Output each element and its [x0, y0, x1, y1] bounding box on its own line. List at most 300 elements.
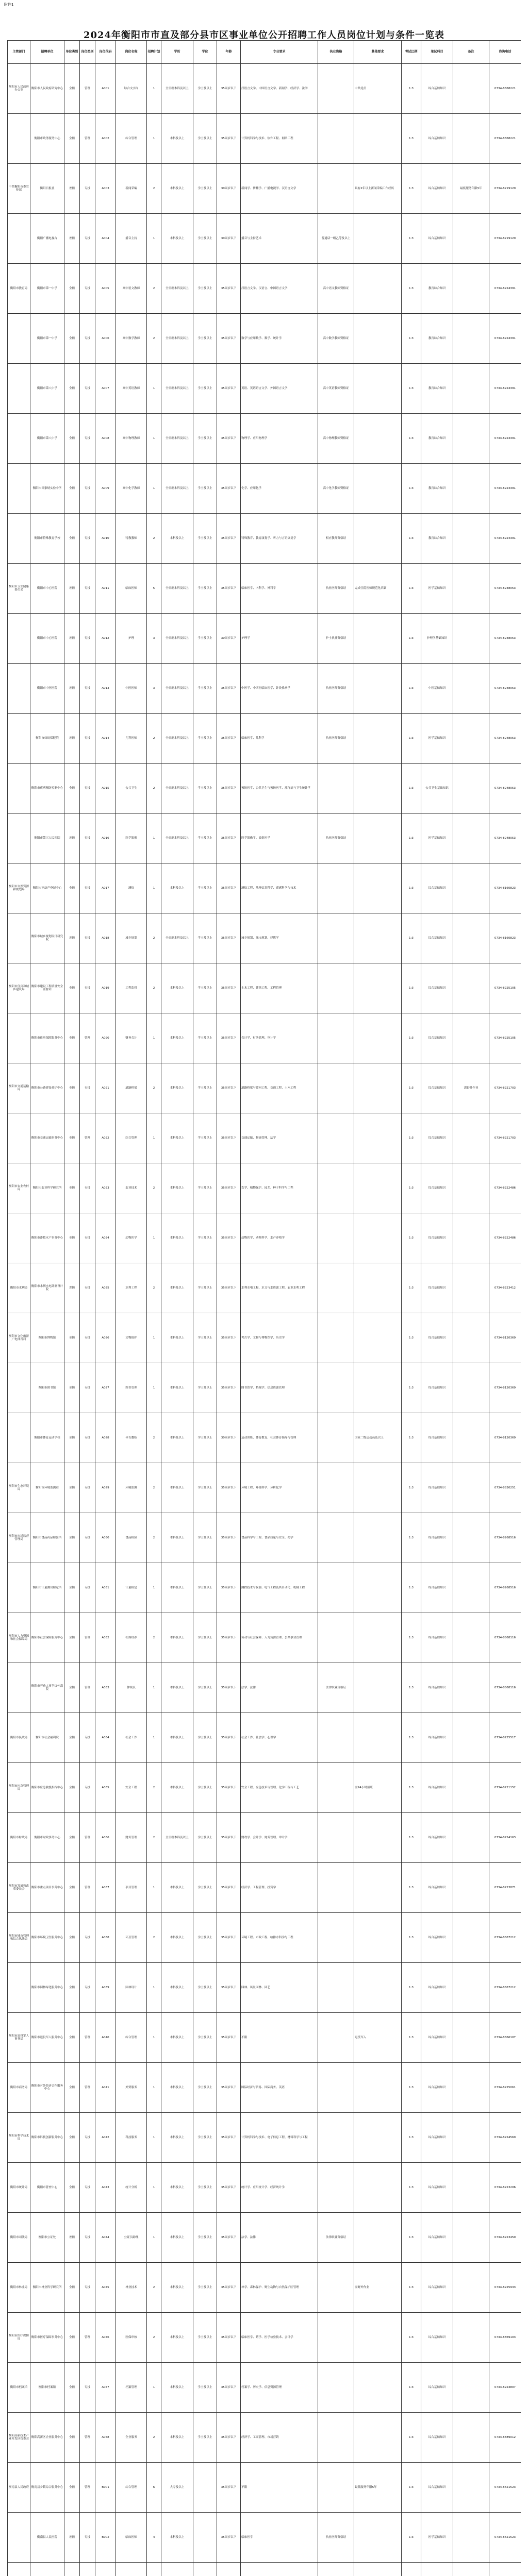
table-cell: 1:3 [402, 1063, 421, 1113]
table-cell: 法律职业资格证 [318, 1663, 354, 1713]
table-cell: 衡阳市城市管理和综合执法局 [8, 1913, 30, 1963]
table-cell: 2 [147, 264, 161, 314]
table-cell [354, 863, 402, 913]
table-cell: 企业服务 [116, 2413, 147, 2463]
table-cell: 35周岁以下 [217, 1313, 241, 1363]
table-cell [453, 314, 489, 364]
table-cell: 1:3 [402, 814, 421, 863]
table-cell: 全额 [64, 2463, 80, 2513]
table-cell: 新闻采编 [116, 164, 147, 214]
table-cell: A001 [95, 64, 116, 114]
table-row [8, 2463, 521, 2513]
table-cell: 衡阳市体育运动学校 [30, 1413, 64, 1463]
table-cell: 综合基础知识 [421, 1313, 453, 1363]
table-cell: 高中物理教师资格证 [318, 414, 354, 464]
table-cell: 社会工作、社会学、心理学 [241, 1713, 318, 1763]
table-cell [354, 1613, 402, 1663]
table-cell: 本科及以上 [161, 2313, 193, 2363]
table-cell [453, 1413, 489, 1463]
table-cell: 0734-8160823 [489, 913, 521, 963]
table-cell [354, 1263, 402, 1313]
table-cell: 综合基础知识 [421, 1563, 453, 1613]
table-cell: 0734-8224391 [489, 414, 521, 464]
table-cell: 综合基础知识 [421, 2413, 453, 2463]
table-cell: 差额 [64, 814, 80, 863]
table-cell: 1:3 [402, 114, 421, 164]
table-cell [453, 963, 489, 1013]
table-cell: 学士及以上 [193, 814, 217, 863]
table-cell: 2 [147, 714, 161, 764]
table-cell: 综合基础知识 [421, 1613, 453, 1663]
table-cell: 0734-8223206 [489, 2163, 521, 2213]
table-cell: 专技 [80, 1513, 95, 1563]
table-cell [354, 1913, 402, 1963]
table-cell: 衡阳市劳动人事争议仲裁院 [30, 1663, 64, 1713]
table-cell: 1:3 [402, 514, 421, 564]
table-cell: 专技 [80, 314, 95, 364]
table-cell: 特殊教育、教育康复学、听力与言语康复学 [241, 514, 318, 564]
table-cell: 35周岁以下 [217, 1663, 241, 1713]
column-header: 招聘计划 [147, 41, 161, 64]
table-cell: 综合基础知识 [421, 214, 453, 264]
table-cell: 0734-8867212 [489, 1913, 521, 1963]
table-cell: 衡阳市中医医院 [30, 664, 64, 714]
table-cell: 2 [147, 764, 161, 814]
table-cell: 0734-8868221 [489, 114, 521, 164]
table-cell: 1:3 [402, 2313, 421, 2363]
table-cell: 35周岁以下 [217, 1163, 241, 1213]
table-cell: 安全工程 [116, 1763, 147, 1813]
table-cell: A044 [95, 2213, 116, 2263]
table-cell: 护士执业资格证 [318, 614, 354, 664]
table-cell: 交通运输、物流管理、法学 [241, 1113, 318, 1163]
table-cell: 1 [147, 1563, 161, 1613]
table-cell: 管理 [80, 2313, 95, 2363]
table-cell: 差额 [64, 214, 80, 264]
table-cell [453, 2513, 489, 2563]
table-cell: 综合基础知识 [421, 1763, 453, 1813]
table-cell [453, 1263, 489, 1313]
table-cell: 衡阳市应急管理局 [8, 1763, 30, 1813]
table-cell: 测绘 [116, 863, 147, 913]
column-header: 主管部门 [8, 41, 30, 64]
table-cell: 学士及以上 [193, 913, 217, 963]
table-cell: 全日制本科及以上 [161, 264, 193, 314]
table-cell [318, 164, 354, 214]
table-cell: 综合基础知识 [421, 1113, 453, 1163]
table-cell [8, 114, 30, 164]
table-cell: 衡阳市不动产登记中心 [30, 863, 64, 913]
table-cell [453, 214, 489, 264]
table-cell: 1:3 [402, 614, 421, 664]
table-cell: A013 [95, 664, 116, 714]
table-cell: 1 [147, 414, 161, 464]
table-cell: 专技 [80, 2113, 95, 2163]
table-cell: 本科及以上 [161, 2263, 193, 2313]
table-cell: 临床医学、儿科学 [241, 714, 318, 764]
table-cell [354, 1313, 402, 1363]
table-cell: 衡阳市普查中心 [30, 2163, 64, 2213]
table-cell: 衡阳市畜牧水产事务中心 [30, 1213, 64, 1263]
table-cell: 衡南县人民政府 [8, 2463, 30, 2513]
table-cell [318, 2263, 354, 2313]
table-cell: 学士及以上 [193, 1513, 217, 1563]
table-cell: 本科及以上 [161, 1013, 193, 1063]
table-cell: 2 [147, 514, 161, 564]
table-cell: 护理学基础知识 [421, 614, 453, 664]
table-cell: 35周岁以下 [217, 1813, 241, 1863]
table-cell: 衡阳市园林绿化服务中心 [30, 1963, 64, 2013]
table-cell: 学士及以上 [193, 1563, 217, 1613]
table-cell: 本科及以上 [161, 1413, 193, 1463]
table-cell [318, 1763, 354, 1813]
table-cell: 道路桥梁 [116, 1063, 147, 1113]
table-cell: 0734-8268516 [489, 1563, 521, 1613]
table-cell: 1:3 [402, 963, 421, 1013]
table-cell: 全额 [64, 764, 80, 814]
table-cell: 综合基础知识 [421, 2013, 453, 2063]
table-cell: 临床医学 [241, 2513, 318, 2563]
table-cell: 1 [147, 863, 161, 913]
table-cell [453, 1963, 489, 2013]
table-cell: 2 [147, 2263, 161, 2313]
table-cell: 医学基础知识 [421, 714, 453, 764]
table-cell [318, 1463, 354, 1513]
table-cell: 学士及以上 [193, 2413, 217, 2463]
table-cell: 衡阳市财政事务中心 [30, 1813, 64, 1863]
table-cell: 学士及以上 [193, 2213, 217, 2263]
table-cell [318, 2013, 354, 2063]
table-cell: 衡阳市生态环境局 [8, 1463, 30, 1513]
table-cell: 专技 [80, 1463, 95, 1513]
table-cell: 临床医学、药学、医学检验技术、会计学 [241, 2313, 318, 2363]
table-cell: A029 [95, 1463, 116, 1513]
table-cell: 医学基础知识 [421, 2513, 453, 2563]
table-row [8, 2263, 521, 2313]
table-cell: 专技 [80, 2363, 95, 2413]
column-header: 学位 [193, 41, 217, 64]
table-cell: 衡阳市中心医院 [30, 564, 64, 614]
table-cell: 图书馆学、档案学、信息资源管理 [241, 1363, 318, 1413]
table-cell [453, 2163, 489, 2213]
table-cell: 学士及以上 [193, 1913, 217, 1963]
table-cell: 专技 [80, 564, 95, 614]
table-cell: 35周岁以下 [217, 863, 241, 913]
table-cell: 全日制本科及以上 [161, 414, 193, 464]
table-cell: 学士及以上 [193, 414, 217, 464]
table-cell: 全额 [64, 2413, 80, 2463]
table-cell: 考古学、文物与博物馆学、历史学 [241, 1313, 318, 1363]
table-cell [318, 1863, 354, 1913]
table-cell: 全额 [64, 2113, 80, 2163]
column-header: 岗位名称 [116, 41, 147, 64]
table-cell: 0734-8867212 [489, 1963, 521, 2013]
table-cell: 1 [147, 1213, 161, 1263]
table-cell: 全额 [64, 314, 80, 364]
table-cell: 全额 [64, 1213, 80, 1263]
table-row [8, 1763, 521, 1813]
table-cell: 综合基础知识 [421, 1663, 453, 1713]
column-header: 考试比例 [402, 41, 421, 64]
table-cell: 0734-8868221 [489, 64, 521, 114]
table-cell [8, 2513, 30, 2563]
table-cell: 教育综合知识 [421, 464, 453, 514]
table-cell: 全额 [64, 963, 80, 1013]
table-cell: 差额 [64, 2513, 80, 2563]
table-cell: 0734-8248053 [489, 564, 521, 614]
table-row [8, 1263, 521, 1313]
table-cell [8, 814, 30, 863]
table-cell: 2 [147, 1813, 161, 1863]
table-cell: 综合基础知识 [421, 1263, 453, 1313]
table-row [8, 1063, 521, 1113]
table-cell: 0734-8224391 [489, 464, 521, 514]
table-cell: 学士及以上 [193, 1963, 217, 2013]
table-cell: 学士及以上 [193, 2013, 217, 2063]
table-cell: 35周岁以下 [217, 1013, 241, 1063]
table-cell: 本科及以上 [161, 2213, 193, 2263]
table-cell: 35周岁以下 [217, 1063, 241, 1113]
table-cell [453, 2063, 489, 2113]
table-cell: 35周岁以下 [217, 1263, 241, 1313]
table-cell: 学士及以上 [193, 2063, 217, 2113]
table-row [8, 2163, 521, 2213]
table-cell: 专技 [80, 614, 95, 664]
table-cell [318, 1613, 354, 1663]
table-cell: 中医医师 [116, 664, 147, 714]
table-cell [354, 1963, 402, 2013]
table-cell: 衡阳市林业科学研究所 [30, 2263, 64, 2313]
table-cell: 本科及以上 [161, 1163, 193, 1213]
table-cell: 0734-8224391 [489, 314, 521, 364]
table-cell [354, 314, 402, 364]
table-cell: A009 [95, 464, 116, 514]
table-cell: 衡阳市食品药品检验所 [30, 1513, 64, 1563]
table-cell: 1 [147, 1713, 161, 1763]
table-cell: 汉语言文学、汉语言、中国语言文学 [241, 264, 318, 314]
table-cell: 全额 [64, 863, 80, 913]
table-cell: 衡阳市人民政府办公室 [8, 64, 30, 114]
table-cell: 衡阳市农业农村局 [8, 1163, 30, 1213]
table-cell [8, 1963, 30, 2013]
table-cell: 0734-8225105 [489, 963, 521, 1013]
table-cell: 教育综合知识 [421, 264, 453, 314]
table-cell: 2 [147, 314, 161, 364]
table-cell: 学士及以上 [193, 963, 217, 1013]
table-cell: 衡阳市市场监督管理局 [8, 1513, 30, 1563]
table-cell: 执业医师资格证 [318, 714, 354, 764]
table-cell: 本科及以上 [161, 1913, 193, 1963]
table-cell: 本科及以上 [161, 2513, 193, 2563]
table-cell: 1 [147, 814, 161, 863]
table-cell [241, 2563, 318, 2576]
table-cell: 专技 [80, 814, 95, 863]
table-cell: 专技 [80, 2263, 95, 2313]
table-cell: 园林设计 [116, 1963, 147, 2013]
table-cell: A028 [95, 1413, 116, 1463]
table-cell: 35周岁以下 [217, 2063, 241, 2113]
table-cell: 2 [147, 1413, 161, 1463]
table-cell [354, 1363, 402, 1413]
table-cell [8, 414, 30, 464]
table-cell: 临床医学、内科学、外科学 [241, 564, 318, 614]
table-cell: 衡阳市对外经济合作服务中心 [30, 2063, 64, 2113]
table-cell [453, 1663, 489, 1713]
table-cell: 全日制本科及以上 [161, 564, 193, 614]
table-cell: 专技 [80, 414, 95, 464]
table-row [8, 664, 521, 714]
table-cell: 全日制本科及以上 [161, 814, 193, 863]
table-cell: A043 [95, 2163, 116, 2213]
table-cell: 1:3 [402, 2463, 421, 2513]
table-cell: 全额 [64, 1913, 80, 1963]
table-cell [318, 764, 354, 814]
table-cell: 高中数学教师 [116, 314, 147, 364]
table-cell: 学士及以上 [193, 1863, 217, 1913]
table-cell: 林业技术 [116, 2263, 147, 2313]
table-cell: 护理 [116, 614, 147, 664]
table-cell: 项目管理 [116, 1863, 147, 1913]
table-cell: 全额 [64, 2363, 80, 2413]
table-cell: B002 [95, 2513, 116, 2563]
table-cell [8, 1563, 30, 1613]
table-cell [318, 2413, 354, 2463]
table-cell: 2 [147, 1463, 161, 1513]
table-cell: 学士及以上 [193, 64, 217, 114]
table-cell: 35周岁以下 [217, 2363, 241, 2413]
table-cell: 1:3 [402, 1213, 421, 1263]
table-cell: 公共卫生基础知识 [421, 764, 453, 814]
table-cell: 普通话一级乙等及以上 [318, 214, 354, 264]
table-cell: 专技 [80, 2163, 95, 2213]
table-cell: 衡阳市交通运输局 [8, 1063, 30, 1113]
table-cell [453, 364, 489, 414]
table-cell: 0734-8222486 [489, 1213, 521, 1263]
table-cell: 不限 [241, 2463, 318, 2513]
table-cell [453, 764, 489, 814]
table-cell: 衡阳市环境监测站 [30, 1463, 64, 1513]
table-cell: 35周岁以下 [217, 414, 241, 464]
table-cell: 0734-8120369 [489, 1313, 521, 1363]
table-cell: 1:3 [402, 1163, 421, 1213]
table-cell: A006 [95, 314, 116, 364]
table-cell: 本科及以上 [161, 2413, 193, 2463]
table-cell: 35周岁以下 [217, 1113, 241, 1163]
table-cell: 衡阳市第八中学 [30, 414, 64, 464]
table-cell: 35周岁以下 [217, 2163, 241, 2213]
table-cell [354, 1663, 402, 1713]
table-cell: 35周岁以下 [217, 1463, 241, 1513]
table-cell: A048 [95, 2413, 116, 2463]
table-cell: 学士及以上 [193, 1013, 217, 1063]
table-cell: A032 [95, 1613, 116, 1663]
table-cell: 学士及以上 [193, 1763, 217, 1813]
table-cell: 6 [147, 2463, 161, 2513]
table-cell: 动物医学、动物科学、水产养殖学 [241, 1213, 318, 1263]
table-cell: 学士及以上 [193, 2363, 217, 2413]
table-cell: 衡阳市中心医院 [30, 614, 64, 664]
table-cell: 统计学、应用统计学、经济统计学 [241, 2163, 318, 2213]
table-cell [193, 2513, 217, 2563]
table-cell [95, 2563, 116, 2576]
table-cell: 退役军人 [354, 2013, 402, 2063]
table-cell: 全额 [64, 1813, 80, 1863]
table-cell [354, 814, 402, 863]
table-row [8, 164, 521, 214]
table-cell: A036 [95, 1813, 116, 1863]
table-cell: 学士及以上 [193, 1413, 217, 1463]
table-cell: 执业医师资格证 [318, 564, 354, 614]
table-cell: A047 [95, 2363, 116, 2413]
table-cell: 学士及以上 [193, 2113, 217, 2163]
table-cell: 1 [147, 2363, 161, 2413]
table-cell: 衡阳市第一中学 [30, 314, 64, 364]
table-cell [453, 1813, 489, 1863]
table-cell: 高中物理教师 [116, 414, 147, 464]
table-row [8, 1963, 521, 2013]
table-cell: 水利工程 [116, 1263, 147, 1313]
table-cell: 综合基础知识 [421, 2163, 453, 2213]
table-cell: 综合基础知识 [421, 1163, 453, 1213]
table-cell: 学士及以上 [193, 1713, 217, 1763]
table-cell: 衡阳市自然资源和规划局 [8, 863, 30, 913]
table-cell: 0734-8868116 [489, 1663, 521, 1713]
table-cell: 1:3 [402, 1513, 421, 1563]
table-cell: 衡阳高新技术产业开发区管委会 [8, 2413, 30, 2463]
table-cell: 衡阳市财政局 [8, 1813, 30, 1863]
table-cell [318, 2563, 354, 2576]
table-cell: A002 [95, 114, 116, 164]
table-cell: 本科及以上 [161, 1563, 193, 1613]
table-cell: 本科及以上 [161, 1663, 193, 1713]
table-cell [354, 1513, 402, 1563]
table-cell: 全额 [64, 2063, 80, 2113]
table-cell: 护理学 [241, 614, 318, 664]
table-cell: 财政学、会计学、财务管理、审计学 [241, 1813, 318, 1863]
table-cell: 学士及以上 [193, 364, 217, 414]
table-cell [318, 2463, 354, 2513]
table-cell: 医学基础知识 [421, 564, 453, 614]
table-cell: 儿科医师 [116, 714, 147, 764]
table-cell: 衡阳市交通运输事务中心 [30, 1113, 64, 1163]
table-cell: 1:3 [402, 2163, 421, 2213]
table-cell: 体育教练 [116, 1413, 147, 1463]
table-cell: 衡阳市博物馆 [30, 1313, 64, 1363]
table-cell [453, 1163, 489, 1213]
table-cell: 1:3 [402, 1763, 421, 1813]
table-cell: 1:3 [402, 564, 421, 614]
table-cell: 1:3 [402, 2013, 421, 2063]
table-cell: 衡阳市档案馆 [8, 2363, 30, 2413]
table-cell: A042 [95, 2113, 116, 2163]
table-cell: 1:3 [402, 714, 421, 764]
table-cell: 财务管理 [116, 1813, 147, 1863]
table-cell: 学士及以上 [193, 164, 217, 214]
table-cell: 衡阳市特殊教育学校 [30, 514, 64, 564]
table-cell: 全额 [64, 1713, 80, 1763]
table-cell: 专技 [80, 364, 95, 414]
table-cell: 本科及以上 [161, 1263, 193, 1313]
table-row [8, 1613, 521, 1663]
table-row [8, 414, 521, 464]
table-cell: 1:3 [402, 1413, 421, 1463]
table-cell: 衡阳市社会保险服务中心 [30, 1613, 64, 1663]
table-cell: 1:3 [402, 1713, 421, 1763]
table-cell [453, 64, 489, 114]
table-cell: 专技 [80, 1313, 95, 1363]
table-cell: 本科及以上 [161, 1513, 193, 1563]
table-cell: 1:3 [402, 1013, 421, 1063]
